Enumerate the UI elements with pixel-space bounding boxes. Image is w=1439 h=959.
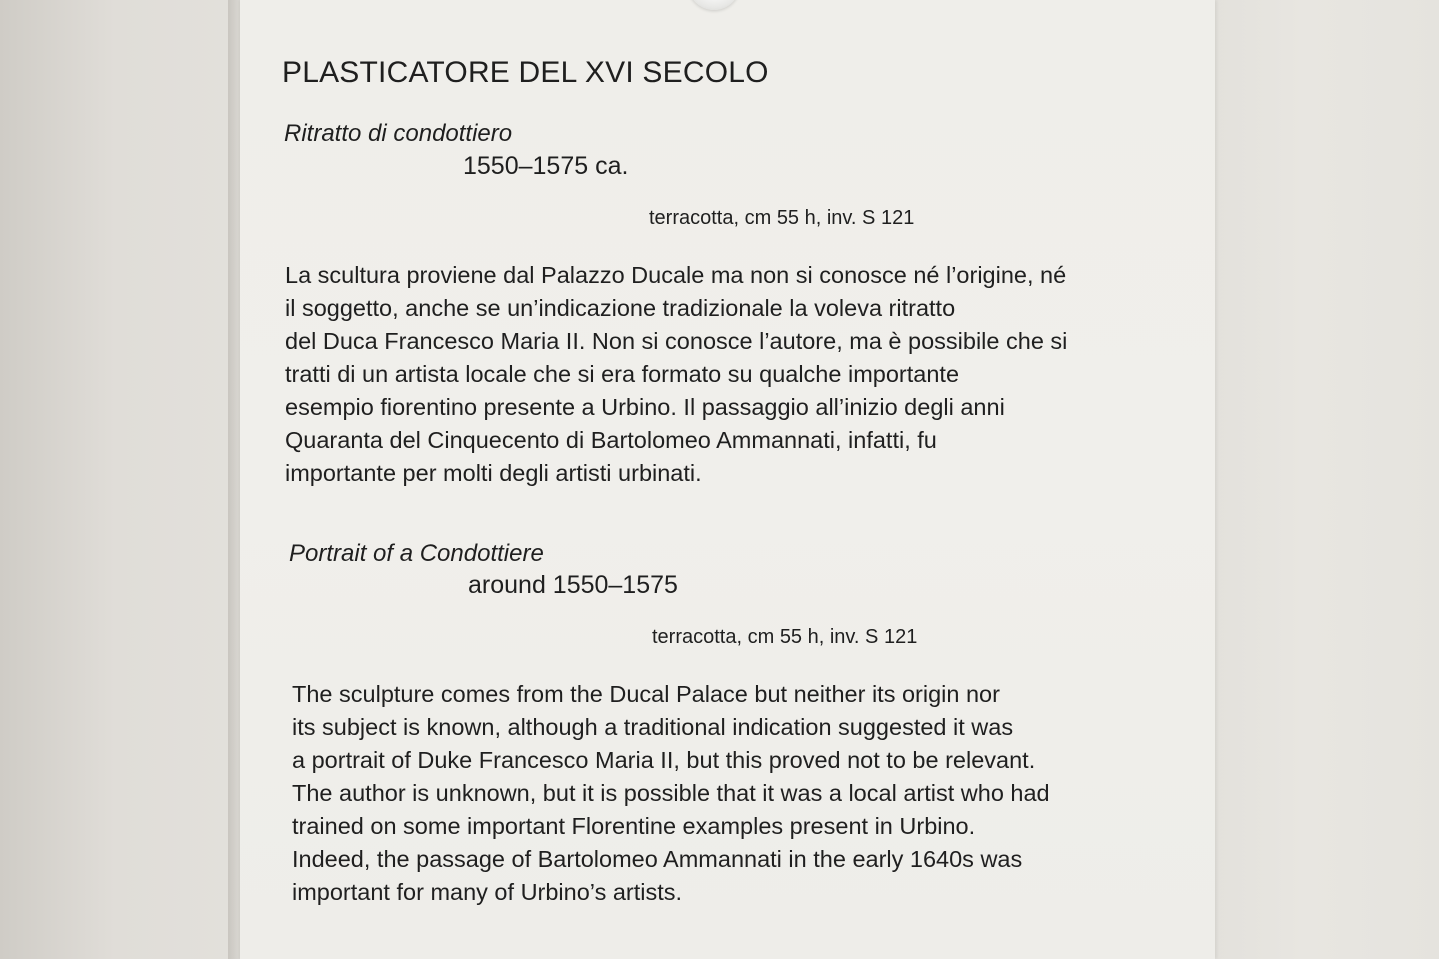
italian-description (285, 259, 1185, 490)
italian-title: Ritratto di condottiero (284, 120, 513, 147)
italian-description-line: La scultura proviene dal Palazzo Ducale ma non si conosce né l’origine, né (285, 262, 1067, 288)
italian-description-line: il soggetto, anche se un’indicazione tradizionale la voleva ritratto (285, 295, 956, 321)
english-description-line: a portrait of Duke Francesco Maria II, but this proved not to be relevant. (292, 747, 1036, 773)
english-title: Portrait of a Condottiere (289, 540, 544, 567)
artist-heading: PLASTICATORE DEL XVI SECOLO (282, 56, 769, 89)
english-description-line: The sculpture comes from the Ducal Palace but neither its origin nor (292, 681, 1000, 707)
italian-date: 1550–1575 ca. (463, 152, 629, 180)
english-description-line: The author is unknown, but it is possible that it was a local artist who had (292, 780, 1050, 806)
italian-description-line: Quaranta del Cinquecento di Bartolomeo Ammannati, infatti, fu (285, 427, 937, 453)
english-description-line: Indeed, the passage of Bartolomeo Ammannati in the early 1640s was (292, 846, 1023, 872)
wall-right (1215, 0, 1439, 959)
english-medium: terracotta, cm 55 h, inv. S 121 (652, 626, 918, 648)
italian-description-line: importante per molti degli artisti urbinati. (285, 460, 702, 486)
italian-medium: terracotta, cm 55 h, inv. S 121 (649, 207, 915, 229)
italian-description-line: tratti di un artista locale che si era formato su qualche importante (285, 361, 960, 387)
wall-corner-shadow (228, 0, 240, 959)
italian-description-line: del Duca Francesco Maria II. Non si conosce l’autore, ma è possibile che si (285, 328, 1068, 354)
english-description-line: trained on some important Florentine examples present in Urbino. (292, 813, 976, 839)
english-description-line: important for many of Urbino’s artists. (292, 879, 683, 905)
italian-description-line: esempio fiorentino presente a Urbino. Il passaggio all’inizio degli anni (285, 394, 1005, 420)
english-description-line: its subject is known, although a traditional indication suggested it was (292, 714, 1014, 740)
english-date: around 1550–1575 (468, 571, 678, 599)
english-description (292, 678, 1192, 909)
